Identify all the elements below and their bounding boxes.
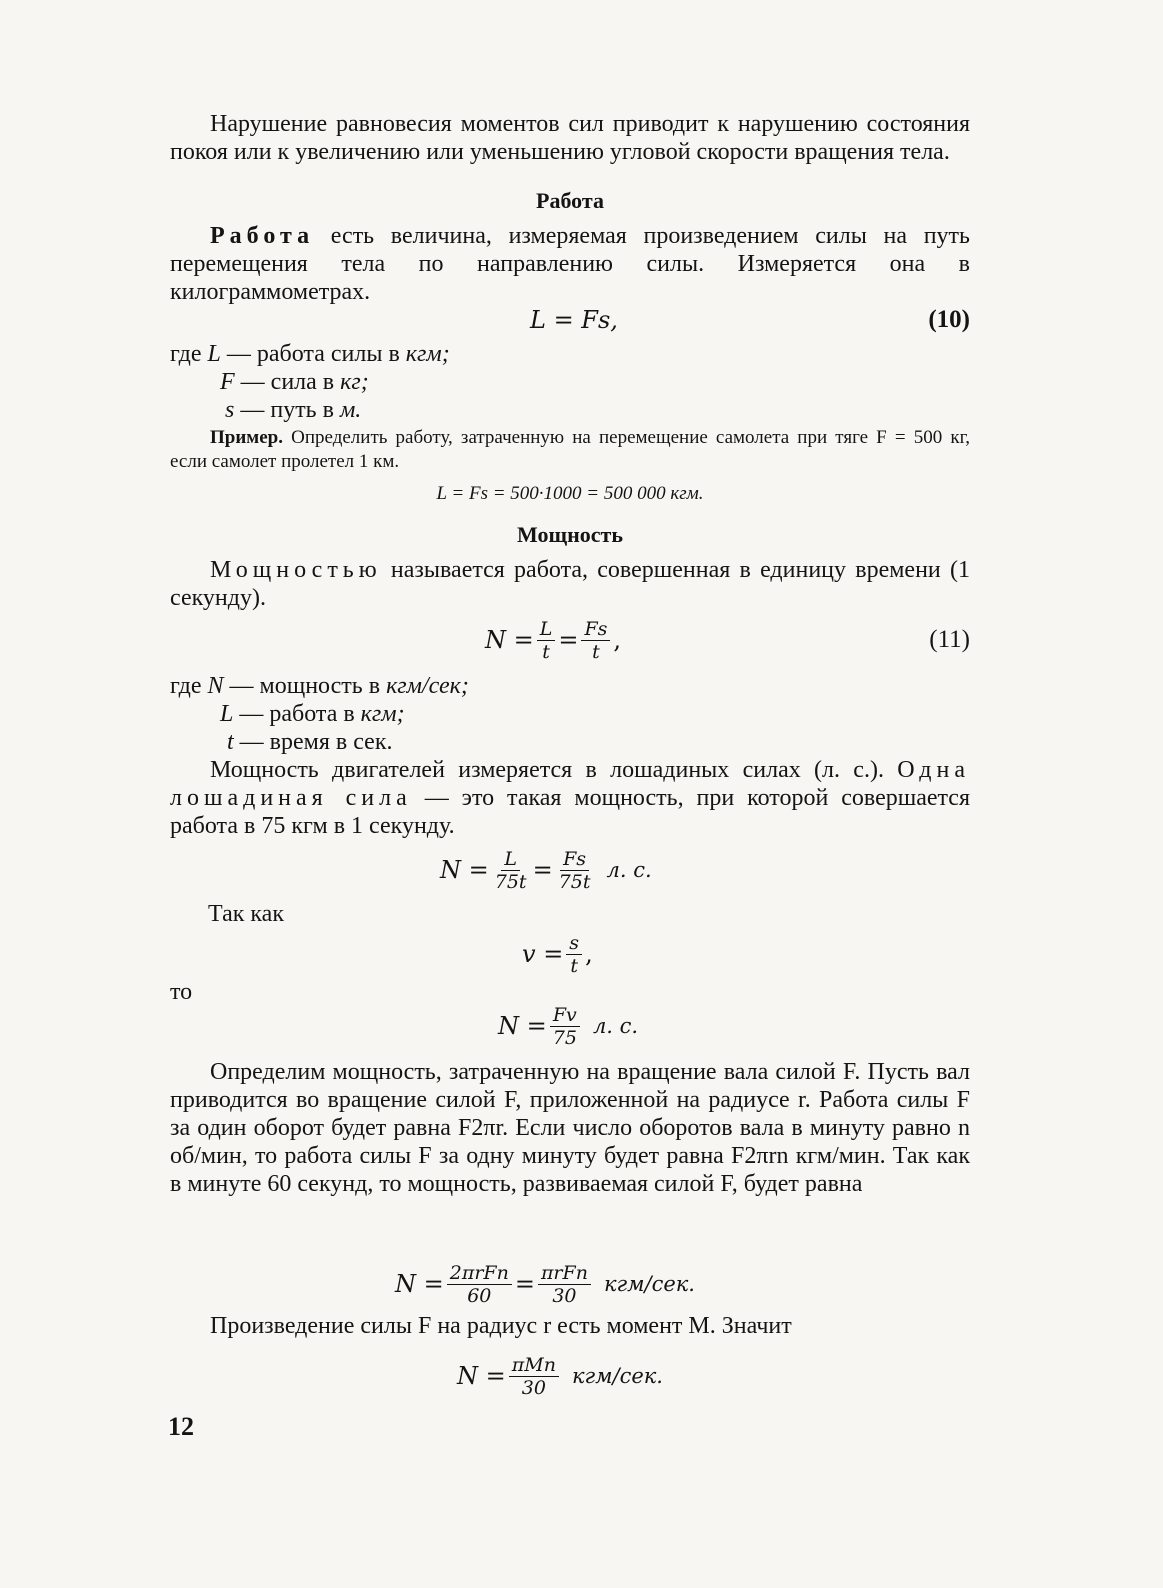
fraction-numerator: Fv bbox=[550, 1004, 580, 1027]
fraction-numerator: 2πrFn bbox=[447, 1262, 512, 1285]
def-symbol: t bbox=[227, 729, 234, 755]
fraction bbox=[550, 1004, 580, 1049]
fraction bbox=[581, 618, 610, 663]
example-text: Определить работу, затраченную на перемещение самолета при тяге F = 500 кг, если самолет пролетел 1 км. bbox=[170, 427, 970, 472]
where-label: где bbox=[170, 341, 202, 367]
fraction bbox=[538, 1262, 591, 1307]
fraction-denominator: 60 bbox=[467, 1284, 492, 1307]
hp-text-start: Мощность двигателей измеряется в лошадиных силах (л. с.). bbox=[210, 757, 898, 783]
formula-11-row bbox=[170, 612, 970, 668]
fraction bbox=[492, 848, 530, 893]
fraction bbox=[447, 1262, 512, 1307]
def-unit: сек. bbox=[353, 729, 393, 755]
since-text: Так как bbox=[208, 901, 284, 927]
power-def-row bbox=[170, 728, 469, 756]
formula-lhs: N = bbox=[498, 1012, 547, 1040]
work-term: Работа bbox=[210, 223, 315, 249]
def-symbol: N bbox=[207, 673, 224, 699]
def-symbol: L bbox=[207, 341, 221, 367]
fraction-denominator: 75t bbox=[494, 870, 527, 893]
hp-text-rest: — это такая мощность, при которой совершается работа в 75 кгм в 1 секунду. bbox=[170, 785, 970, 839]
fraction bbox=[537, 618, 556, 663]
fraction bbox=[556, 848, 594, 893]
nv-formula bbox=[498, 998, 638, 1054]
formula-10-number: (10) bbox=[928, 306, 970, 333]
fraction-denominator: t bbox=[592, 640, 600, 663]
formula-10: L = Fs, bbox=[530, 306, 618, 334]
equals-sign: = bbox=[558, 626, 579, 654]
horsepower-paragraph bbox=[170, 756, 970, 840]
fraction-numerator: Fs bbox=[560, 848, 589, 871]
fraction-numerator: Fs bbox=[581, 618, 610, 641]
nv-formula-row bbox=[170, 998, 970, 1054]
formula-unit: кгм/сек. bbox=[603, 1272, 695, 1296]
fraction-numerator: L bbox=[537, 618, 556, 641]
def-symbol: L bbox=[220, 701, 234, 727]
fraction-numerator: L bbox=[501, 848, 520, 871]
work-definition-text: есть величина, измеряемая произведением силы на путь перемещения тела по направлению силы. Измеряется она в килограммометрах. bbox=[170, 223, 970, 305]
formula-lhs: v = bbox=[522, 940, 564, 968]
def-text: — путь в bbox=[240, 397, 334, 423]
v-formula bbox=[522, 926, 593, 982]
shaft-paragraph: Определим мощность, затраченную на вращение вала силой F. Пусть вал приводится во вращение силой F, приложенной на радиусе r. Работа силы F за один оборот будет равна F2πr. Если число оборотов вала в минуту равно n об/мин, то работа силы F за одну минуту будет равна F2πrn кгм/мин. Так как в минуте 60 секунд, то мощность, развиваемая силой F, будет равна bbox=[170, 1059, 970, 1197]
fraction-denominator: t bbox=[570, 954, 578, 977]
fraction-denominator: 75t bbox=[558, 870, 591, 893]
formula-unit: л. с. bbox=[606, 858, 652, 882]
intro-paragraph: Нарушение равновесия моментов сил приводит к нарушению состояния покоя или к увеличению или уменьшению угловой скорости вращения тела. bbox=[170, 111, 970, 165]
work-example bbox=[170, 426, 970, 474]
def-unit: кг; bbox=[340, 369, 369, 395]
def-text: — сила в bbox=[240, 369, 335, 395]
equals-sign: = bbox=[532, 856, 553, 884]
equals-sign: = bbox=[514, 1270, 535, 1298]
formula-lhs: N = bbox=[485, 626, 534, 654]
power-def-row bbox=[170, 700, 469, 728]
def-text: — мощность в bbox=[229, 673, 381, 699]
fraction bbox=[509, 1354, 559, 1399]
def-unit: кгм; bbox=[360, 701, 405, 727]
work-def-row bbox=[170, 368, 450, 396]
power-definition-text: называется работа, совершенная в единицу времени (1 секунду). bbox=[170, 557, 970, 611]
hp-term: Одна лошадиная сила bbox=[170, 757, 970, 811]
formula-11 bbox=[485, 612, 621, 668]
fraction-numerator: πMn bbox=[509, 1354, 559, 1377]
formula-lhs: N = bbox=[440, 856, 489, 884]
def-text: — работа силы в bbox=[226, 341, 400, 367]
example-label: Пример. bbox=[210, 427, 283, 448]
hp-formula-row bbox=[170, 842, 970, 898]
formula-unit: кгм/сек. bbox=[571, 1364, 663, 1388]
heading-work: Работа bbox=[536, 188, 604, 213]
moment-formula-row bbox=[170, 1348, 970, 1404]
shaft-formula bbox=[395, 1256, 695, 1312]
then-text: то bbox=[170, 979, 193, 1005]
power-def-row bbox=[170, 672, 469, 700]
def-unit: кгм/сек; bbox=[386, 673, 469, 699]
fraction bbox=[566, 932, 582, 977]
def-unit: кгм; bbox=[405, 341, 450, 367]
formula-11-number: (11) bbox=[929, 626, 970, 653]
def-symbol: s bbox=[225, 397, 235, 423]
where-label: где bbox=[170, 673, 202, 699]
formula-lhs: N = bbox=[457, 1362, 506, 1390]
formula-unit: л. с. bbox=[592, 1014, 639, 1038]
hp-formula bbox=[440, 842, 652, 898]
formula-tail: , bbox=[585, 940, 593, 968]
fraction-denominator: t bbox=[542, 640, 550, 663]
power-term: Мощностью bbox=[210, 557, 382, 583]
page-number: 12 bbox=[168, 1412, 194, 1441]
def-symbol: F bbox=[220, 369, 235, 395]
def-unit: м. bbox=[339, 397, 362, 423]
work-def-row bbox=[170, 396, 450, 424]
formula-tail: , bbox=[613, 626, 622, 654]
work-definitions bbox=[170, 340, 450, 424]
heading-power: Мощность bbox=[517, 522, 623, 547]
fraction-denominator: 30 bbox=[521, 1376, 546, 1399]
v-formula-row bbox=[170, 926, 970, 982]
shaft-formula-row bbox=[170, 1256, 970, 1312]
fraction-denominator: 30 bbox=[552, 1284, 577, 1307]
power-definition bbox=[170, 556, 970, 612]
def-text: — время в bbox=[239, 729, 348, 755]
fraction-numerator: s bbox=[566, 932, 582, 955]
formula-lhs: N = bbox=[395, 1270, 444, 1298]
fraction-numerator: πrFn bbox=[538, 1262, 591, 1285]
fraction-denominator: 75 bbox=[552, 1026, 577, 1049]
example-formula: L = Fs = 500·1000 = 500 000 кгм. bbox=[436, 483, 704, 504]
def-text: — работа в bbox=[239, 701, 355, 727]
moment-paragraph: Произведение силы F на радиус r есть момент M. Значит bbox=[210, 1313, 792, 1339]
power-definitions bbox=[170, 672, 469, 756]
work-def-row bbox=[170, 340, 450, 368]
moment-formula bbox=[457, 1348, 663, 1404]
